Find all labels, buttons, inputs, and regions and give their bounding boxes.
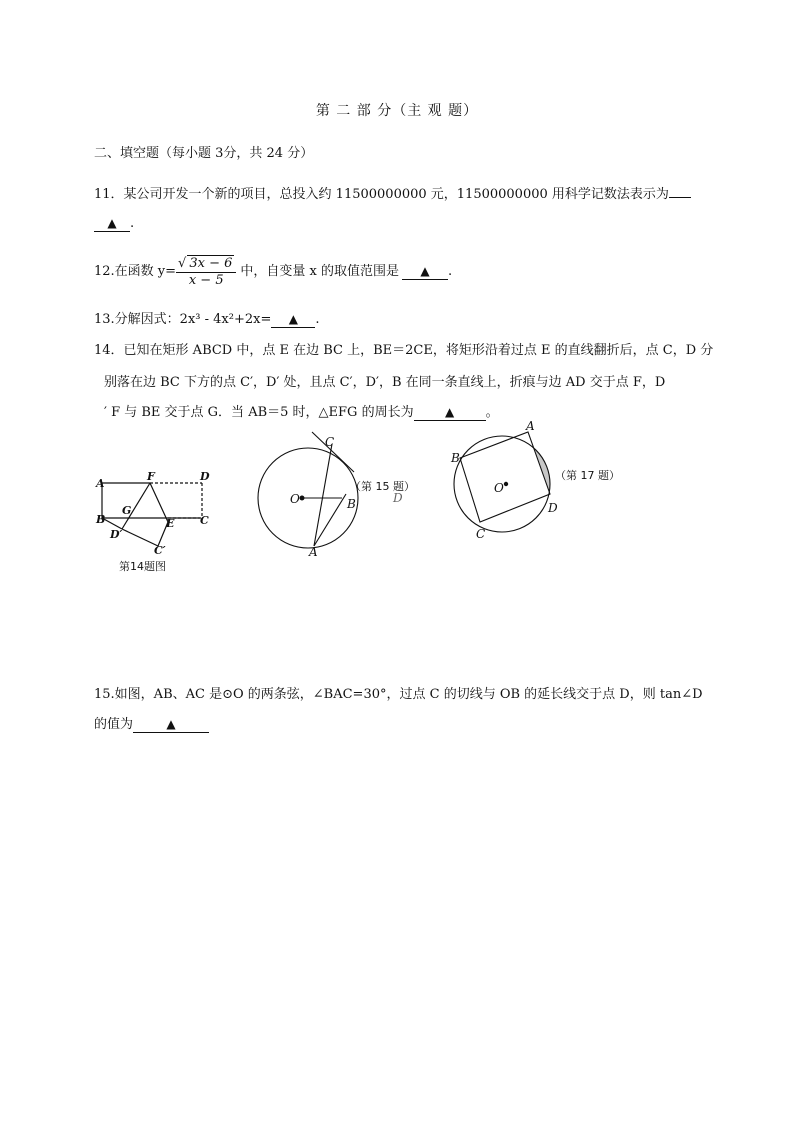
- label-D: D: [200, 470, 210, 483]
- question-12-prefix: 12.在函数 y=: [94, 264, 177, 279]
- triangle-marker-icon: ▲: [288, 312, 298, 326]
- question-11-text: 11．某公司开发一个新的项目，总投入约 11500000000 元，11500000000 用科学记数法表示为: [94, 187, 669, 202]
- figure-15-diagram: [250, 428, 410, 560]
- question-11: [94, 186, 691, 204]
- rectangle-left-part: [102, 483, 200, 518]
- label-A: A: [526, 419, 535, 433]
- question-14-text: ′ F 与 BE 交于点 G．当 AB＝5 时，△EFG 的周长为: [104, 405, 414, 420]
- answer-blank-15[interactable]: [133, 717, 209, 733]
- label-F: F: [147, 470, 155, 483]
- question-15-line2: [94, 716, 209, 734]
- triangle-marker-icon: ▲: [420, 264, 430, 278]
- radical-sign-icon: √: [178, 255, 187, 271]
- answer-blank-11a[interactable]: [669, 197, 691, 198]
- figure-15-caption: （第 15 题）: [350, 480, 415, 493]
- segment-d-prime-c-prime: [122, 529, 158, 546]
- label-B: B: [347, 497, 356, 511]
- part-heading: 二、填空题（每小题 3分，共 24 分）: [94, 146, 314, 161]
- fraction-numerator: [176, 255, 236, 273]
- radicand: 3x − 6: [189, 255, 233, 271]
- question-12: [94, 252, 452, 292]
- label-B: B: [451, 451, 460, 465]
- label-C: C: [476, 527, 486, 541]
- triangle-marker-icon: ▲: [107, 216, 117, 230]
- question-11-end: .: [130, 216, 135, 231]
- label-B: B: [96, 513, 106, 526]
- triangle-marker-icon: ▲: [166, 717, 176, 731]
- figure-14-diagram: [92, 466, 222, 556]
- answer-blank-11[interactable]: [94, 216, 130, 232]
- center-dot: [300, 496, 305, 501]
- label-O: O: [290, 492, 300, 506]
- question-13-prefix: 13.分解因式：2x³ - 4x²+2x=: [94, 312, 272, 327]
- label-C: C: [325, 435, 335, 449]
- question-15-text: 的值为: [94, 717, 134, 732]
- question-12-end: .: [447, 264, 453, 279]
- label-D: D: [393, 491, 403, 505]
- label-C-prime: C′: [154, 544, 166, 556]
- label-E: E: [166, 517, 175, 530]
- section-title: 第 二 部 分（主 观 题）: [315, 103, 479, 119]
- question-13: [94, 311, 320, 329]
- question-13-end: .: [315, 312, 320, 327]
- center-dot: [504, 482, 508, 486]
- label-D: D: [548, 501, 558, 515]
- label-D-prime: D′: [110, 528, 123, 541]
- question-14-line1: 14．已知在矩形 ABCD 中，点 E 在边 BC 上，BE＝2CE，将矩形沿着过点 E 的直线翻折后，点 C，D 分: [94, 343, 714, 358]
- question-12-suffix: 中，自变量 x 的取值范围是: [240, 264, 399, 279]
- fraction-denominator: x − 5: [188, 272, 224, 288]
- label-A: A: [96, 477, 105, 490]
- label-C: C: [200, 514, 209, 527]
- figure-17-caption: （第 17 题）: [555, 469, 620, 482]
- question-14-line2: 别落在边 BC 下方的点 C′，D′ 处，且点 C′，D′，B 在同一条直线上，折痕与边 AD 交于点 F，D: [104, 375, 666, 390]
- answer-blank-13[interactable]: [271, 312, 315, 328]
- question-15-line1: 15.如图，AB、AC 是⊙O 的两条弦，∠BAC=30°，过点 C 的切线与 OB 的延长线交于点 D，则 tan∠D: [94, 687, 703, 702]
- figure-14-caption: 第14题图: [119, 560, 166, 573]
- question-11-continued: [94, 215, 134, 233]
- label-G: G: [122, 504, 132, 517]
- label-A: A: [309, 545, 318, 559]
- fraction: [176, 255, 236, 289]
- figure-17-diagram: [440, 418, 570, 544]
- question-14-end: 。: [485, 405, 499, 420]
- shaded-region: [528, 432, 558, 494]
- answer-blank-12[interactable]: [402, 264, 448, 280]
- label-O: O: [494, 481, 504, 495]
- triangle-marker-icon: ▲: [444, 405, 455, 419]
